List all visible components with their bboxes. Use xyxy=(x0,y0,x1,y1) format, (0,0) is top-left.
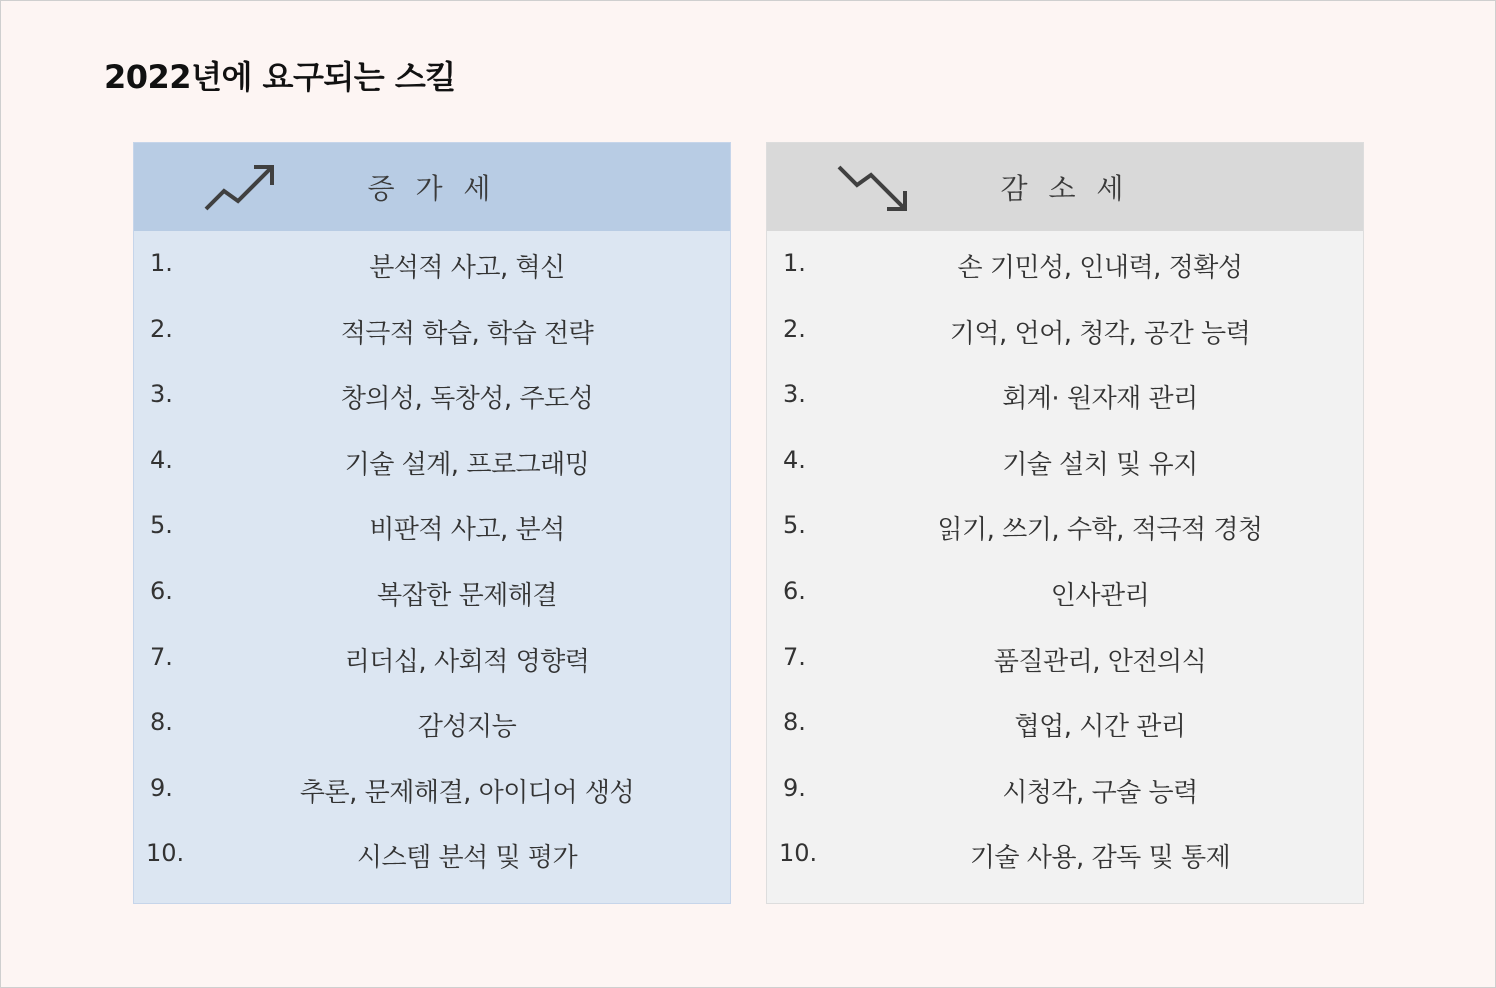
item-text: 복잡한 문제해결 xyxy=(376,580,558,611)
list-item xyxy=(134,428,730,494)
list-item xyxy=(134,821,730,887)
increasing-panel xyxy=(133,142,731,904)
list-item xyxy=(767,690,1363,756)
item-number: 3. xyxy=(150,380,173,409)
item-number: 8. xyxy=(783,708,806,737)
item-number: 9. xyxy=(150,773,173,802)
item-text: 기억, 언어, 청각, 공간 능력 xyxy=(949,318,1251,349)
list-item xyxy=(767,297,1363,363)
item-text: 기술 사용, 감독 및 통제 xyxy=(969,843,1231,874)
increasing-header xyxy=(134,143,730,231)
item-number: 6. xyxy=(783,576,806,605)
list-item xyxy=(767,625,1363,691)
list-item xyxy=(767,428,1363,494)
list-item xyxy=(767,821,1363,887)
item-number: 7. xyxy=(783,642,806,671)
item-text: 손 기민성, 인내력, 정확성 xyxy=(957,253,1243,283)
item-number: 4. xyxy=(783,445,806,474)
decreasing-panel xyxy=(766,142,1364,904)
item-text: 추론, 문제해결, 아이디어 생성 xyxy=(299,777,635,808)
item-text: 시스템 분석 및 평가 xyxy=(356,843,578,874)
item-number: 5. xyxy=(783,511,806,540)
item-number: 8. xyxy=(150,708,173,737)
item-number: 1. xyxy=(783,249,806,277)
list-item xyxy=(134,625,730,691)
item-number: 10. xyxy=(779,839,818,868)
list-item xyxy=(767,362,1363,428)
list-item xyxy=(134,690,730,756)
item-text: 비판적 사고, 분석 xyxy=(369,515,565,546)
decreasing-header xyxy=(767,143,1363,231)
item-number: 7. xyxy=(150,642,173,671)
item-number: 10. xyxy=(146,839,185,868)
item-text: 적극적 학습, 학습 전략 xyxy=(340,318,594,349)
item-number: 6. xyxy=(150,576,173,605)
list-item xyxy=(767,493,1363,559)
item-number: 3. xyxy=(783,380,806,409)
item-number: 2. xyxy=(150,314,173,343)
increasing-list xyxy=(134,231,730,887)
item-text: 감성지능 xyxy=(417,712,517,743)
list-item xyxy=(134,756,730,822)
item-number: 4. xyxy=(150,445,173,474)
list-item xyxy=(767,231,1363,297)
decreasing-label: 감 소 세 xyxy=(1000,172,1130,205)
item-text: 기술 설계, 프로그래밍 xyxy=(344,449,590,480)
item-text: 인사관리 xyxy=(1050,580,1150,611)
item-text: 읽기, 쓰기, 수학, 적극적 경청 xyxy=(937,515,1263,546)
decreasing-list xyxy=(767,231,1363,887)
list-item xyxy=(134,559,730,625)
item-text: 회계· 원자재 관리 xyxy=(1002,384,1198,415)
item-text: 창의성, 독창성, 주도성 xyxy=(340,384,594,415)
list-item xyxy=(767,756,1363,822)
item-text: 시청각, 구술 능력 xyxy=(1002,777,1198,808)
item-number: 5. xyxy=(150,511,173,540)
item-text: 품질관리, 안전의식 xyxy=(993,646,1207,677)
item-number: 2. xyxy=(783,314,806,343)
item-text: 리더십, 사회적 영향력 xyxy=(344,646,590,677)
list-item xyxy=(134,231,730,297)
list-item xyxy=(134,493,730,559)
item-number: 9. xyxy=(783,773,806,802)
item-text: 기술 설치 및 유지 xyxy=(1002,449,1198,480)
page-title: 2022년에 요구되는 스킬 xyxy=(104,58,456,96)
list-item xyxy=(134,297,730,363)
item-text: 분석적 사고, 혁신 xyxy=(369,253,565,283)
item-text: 협업, 시간 관리 xyxy=(1014,712,1186,743)
list-item xyxy=(767,559,1363,625)
increasing-label: 증 가 세 xyxy=(367,172,497,205)
list-item xyxy=(134,362,730,428)
item-number: 1. xyxy=(150,249,173,277)
